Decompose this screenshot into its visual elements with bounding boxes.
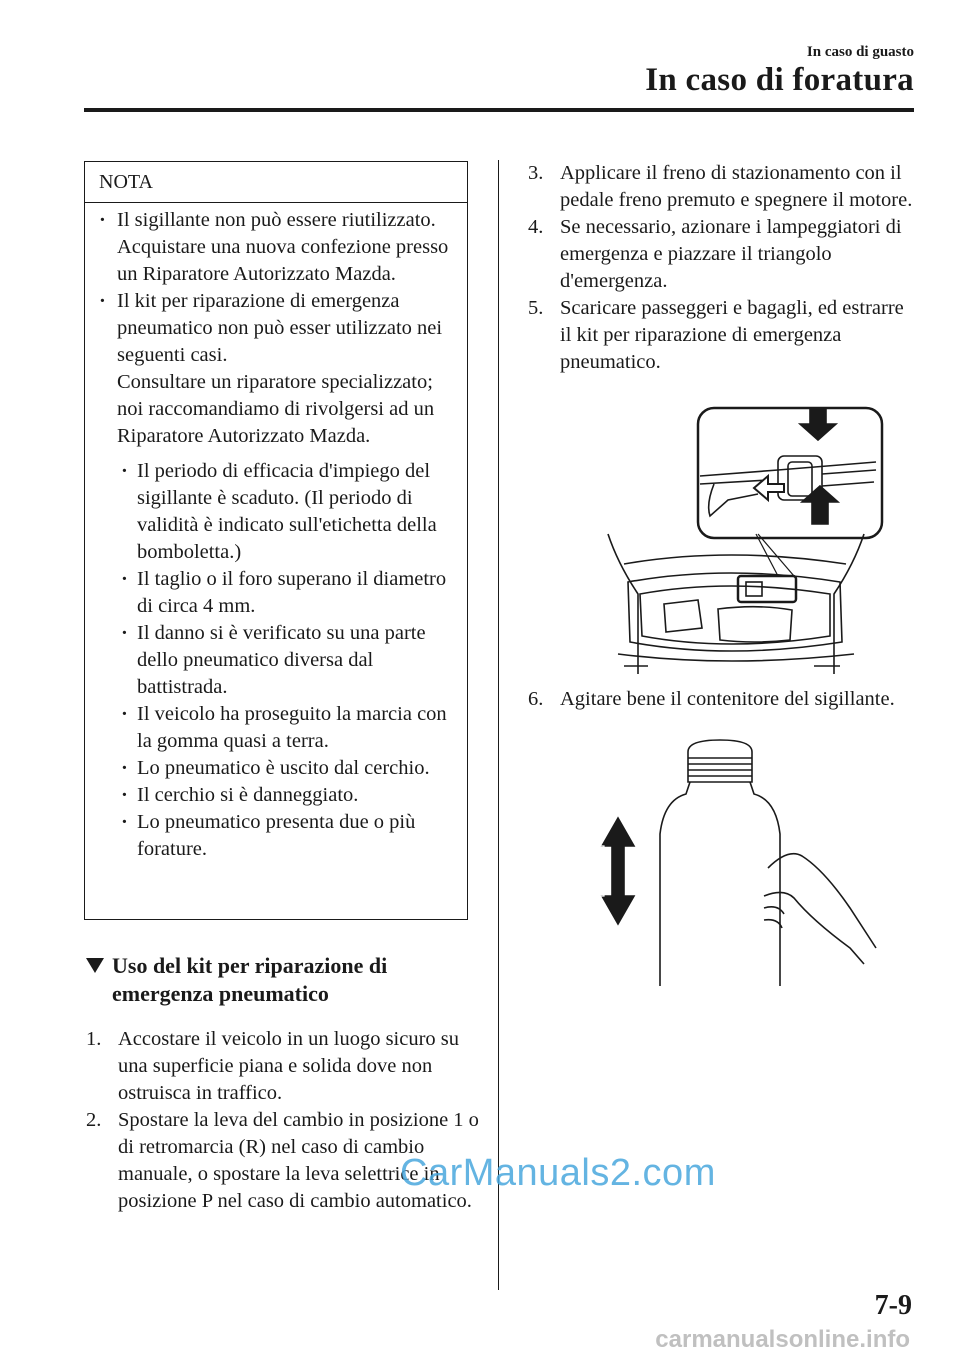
section-heading: Uso del kit per riparazione di emergenza pneumatico — [86, 952, 486, 1008]
header-rule — [84, 108, 914, 112]
triangle-bullet-icon — [86, 958, 104, 973]
column-divider — [498, 160, 499, 1290]
nota-subitem: · Lo pneumatico è uscito dal cerchio. — [117, 755, 459, 782]
page-title: In caso di foratura — [645, 62, 914, 98]
step-item: 6. Agitare bene il contenitore del sigillante. — [528, 688, 895, 710]
steps-list-right — [528, 160, 918, 376]
footer-url: carmanualsonline.info — [655, 1326, 910, 1353]
steps-list-right-2 — [528, 686, 918, 713]
nota-subitem: · Il periodo di efficacia d'impiego del sigillante è scaduto. (Il periodo di validità è indicato sull'etichetta della bomboletta.) — [117, 458, 459, 566]
nota-sublist — [117, 458, 459, 863]
nota-item: · Il kit per riparazione di emergenza pneumatico non può esser utilizzato nei seguenti casi. Consultare un riparatore specializzato; noi raccomandiamo di rivolgersi ad un Riparatore Autorizzato Mazda. · Il periodo di efficacia d'impiego del sigillante è scaduto. (Il periodo di validità è indicato sull'etichetta della bomboletta.) · Il taglio o il foro superano il diametro di circa 4 mm. · Il danno si è verificato su una parte dello pneumatico diversa dal battistrada. · Il veicolo ha proseguito la marcia con la gomma quasi a terra. · Lo pneumatico è uscito dal cerchio. · Il cerchio si è danneggiato. · Lo pneumatico presenta due o più forature. — [85, 288, 467, 863]
sealant-bottle-illustration — [588, 738, 888, 986]
nota-subitem: · Il danno si è verificato su una parte dello pneumatico diversa dal battistrada. — [117, 620, 459, 701]
nota-body — [85, 203, 467, 863]
nota-list — [85, 207, 467, 863]
nota-item: · Il sigillante non può essere riutilizzato. Acquistare una nuova confezione presso un Riparatore Autorizzato Mazda. — [85, 207, 467, 288]
nota-subitem: · Il veicolo ha proseguito la marcia con la gomma quasi a terra. — [117, 701, 459, 755]
page-number: 7-9 — [874, 1290, 912, 1321]
nota-subitem: · Lo pneumatico presenta due o più forature. — [117, 809, 459, 863]
nota-title: NOTA — [85, 162, 467, 203]
step-item: 1. Accostare il veicolo in un luogo sicuro su una superficie piana e solida dove non ostruisca in traffico. — [86, 1028, 460, 1104]
trunk-kit-illustration — [578, 404, 884, 680]
nota-subitem: · Il cerchio si è danneggiato. — [117, 782, 459, 809]
nota-subitem: · Il taglio o il foro superano il diametro di circa 4 mm. — [117, 566, 459, 620]
step-item: 5. Scaricare passeggeri e bagagli, ed estrarre il kit per riparazione di emergenza pneumatico. — [528, 297, 904, 373]
step-item: 4. Se necessario, azionare i lampeggiatori di emergenza e piazzare il triangolo d'emergenza. — [528, 216, 902, 292]
chapter-heading: In caso di guasto — [806, 44, 914, 60]
watermark: CarManuals2.com — [400, 1152, 716, 1194]
step-item: 2. Spostare la leva del cambio in posizione 1 o di retromarcia (R) nel caso di cambio manuale, o spostare la leva selettrice in posizione P nel caso di cambio automatico. — [86, 1109, 479, 1212]
nota-extra: Consultare un riparatore specializzato; noi raccomandiamo di rivolgersi ad un Riparatore Autorizzato Mazda. — [117, 371, 435, 447]
step-item: 3. Applicare il freno di stazionamento con il pedale freno premuto e spegnere il motore. — [528, 162, 913, 211]
nota-box — [84, 161, 468, 920]
